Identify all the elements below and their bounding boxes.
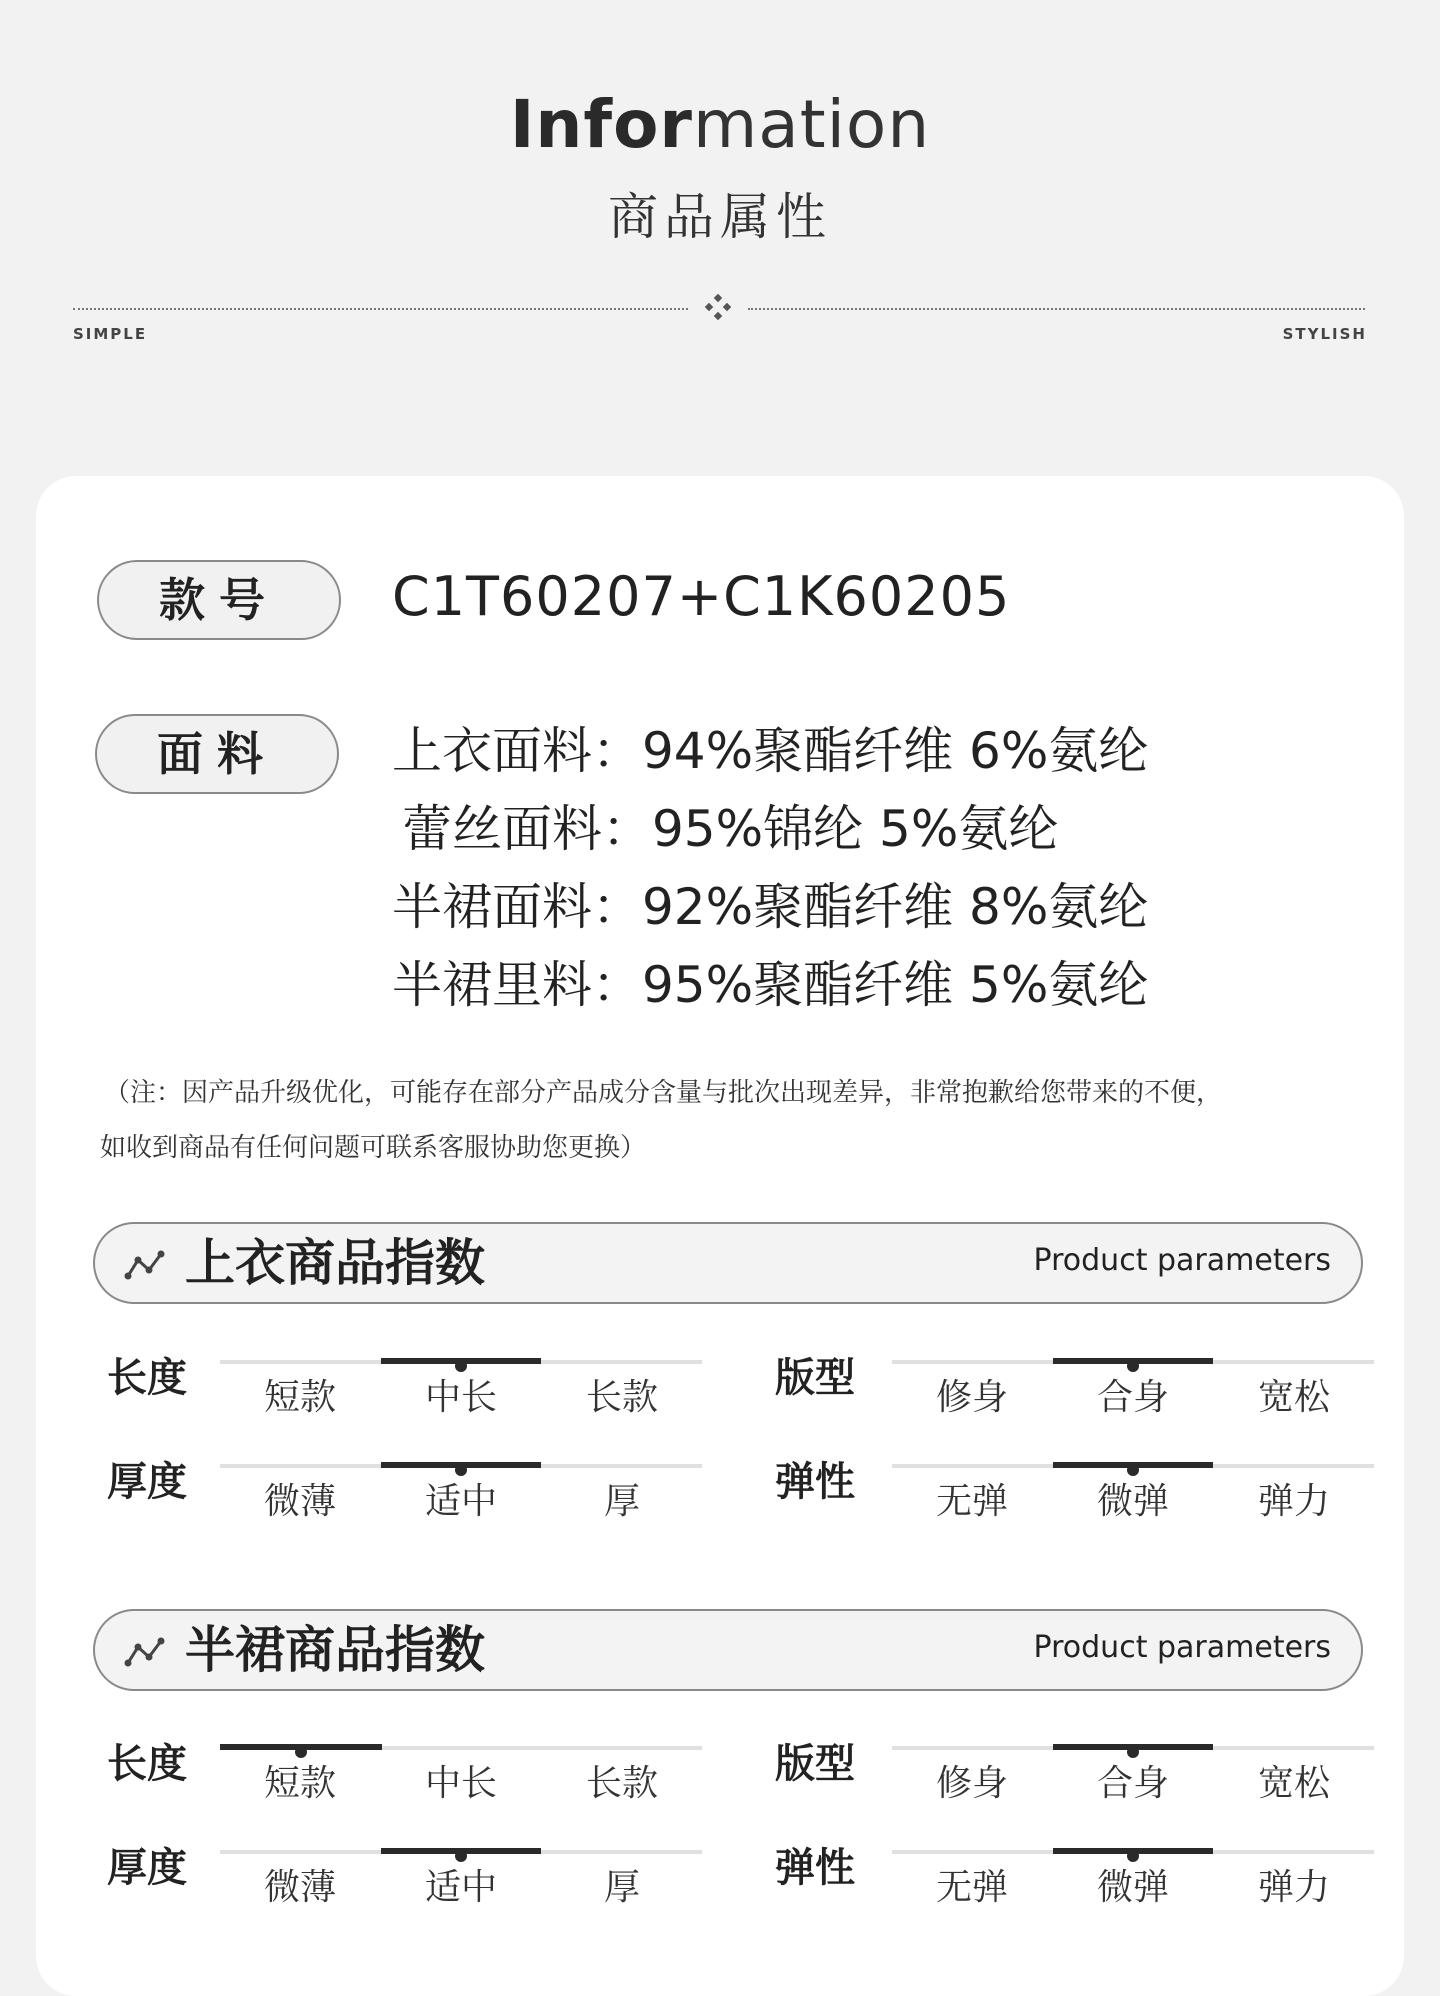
- param-option: 中长: [424, 1763, 497, 1804]
- param-label: 弹性: [775, 1845, 855, 1891]
- trend-line-icon: [123, 1248, 167, 1282]
- param-label: 版型: [775, 1355, 855, 1401]
- note-line: 如收到商品有任何问题可联系客服协助您更换）: [100, 1133, 647, 1163]
- param-option: 微弹: [1096, 1481, 1169, 1522]
- selected-indicator: [220, 1744, 382, 1750]
- param-option: 微薄: [263, 1481, 336, 1522]
- param-option: 宽松: [1257, 1763, 1330, 1804]
- param-option: 中长: [424, 1377, 497, 1418]
- param-option: 修身: [935, 1377, 1008, 1418]
- fabric-label: 面料: [95, 714, 339, 794]
- fabric-line: 蕾丝面料：95%锦纶 5%氨纶: [402, 800, 1059, 858]
- fabric-line: 上衣面料：94%聚酯纤维 6%氨纶: [392, 722, 1149, 780]
- page-subtitle: 商品属性: [608, 188, 832, 246]
- param-option: 微弹: [1096, 1867, 1169, 1908]
- four-diamond-ornament-icon: [704, 293, 732, 321]
- param-option: 适中: [424, 1481, 497, 1522]
- param-track: [220, 1850, 702, 1854]
- stylish-tag: STYLISH: [1282, 325, 1367, 343]
- dotted-divider-right: [748, 308, 1365, 310]
- param-track: [892, 1464, 1374, 1468]
- param-track: [220, 1464, 702, 1468]
- param-option: 厚: [603, 1481, 640, 1522]
- param-option: 修身: [935, 1763, 1008, 1804]
- style-number-label: 款号: [97, 560, 341, 640]
- param-option: 合身: [1096, 1377, 1169, 1418]
- title-bold-part: Infor: [509, 86, 693, 163]
- param-option: 无弹: [935, 1867, 1008, 1908]
- selected-indicator: [1053, 1848, 1213, 1854]
- param-track: [220, 1360, 702, 1364]
- param-track: [892, 1360, 1374, 1364]
- section-subtitle: Product parameters: [1033, 1243, 1331, 1278]
- fabric-line: 半裙里料：95%聚酯纤维 5%氨纶: [392, 956, 1149, 1014]
- param-option: 无弹: [935, 1481, 1008, 1522]
- page-title: [0, 86, 1440, 163]
- simple-tag: SIMPLE: [73, 325, 148, 343]
- param-label: 弹性: [775, 1459, 855, 1505]
- param-label: 厚度: [107, 1459, 187, 1505]
- param-option: 适中: [424, 1867, 497, 1908]
- note-line: （注：因产品升级优化，可能存在部分产品成分含量与批次出现差异，非常抱歉给您带来的不便，: [104, 1078, 1223, 1108]
- fabric-line: 半裙面料：92%聚酯纤维 8%氨纶: [392, 878, 1149, 936]
- selected-indicator: [381, 1358, 541, 1364]
- param-track: [892, 1850, 1374, 1854]
- section-title: 半裙商品指数: [185, 1621, 485, 1679]
- param-option: 短款: [263, 1763, 336, 1804]
- param-option: 宽松: [1257, 1377, 1330, 1418]
- selected-indicator: [1053, 1744, 1213, 1750]
- param-track: [220, 1746, 702, 1750]
- param-option: 微薄: [263, 1867, 336, 1908]
- param-option: 长款: [585, 1763, 658, 1804]
- section-subtitle: Product parameters: [1033, 1630, 1331, 1665]
- selected-indicator: [381, 1848, 541, 1854]
- selected-indicator: [381, 1462, 541, 1468]
- section-header-skirt: [93, 1609, 1363, 1691]
- selected-indicator: [1053, 1358, 1213, 1364]
- param-option: 长款: [585, 1377, 658, 1418]
- section-title: 上衣商品指数: [185, 1234, 485, 1292]
- param-track: [892, 1746, 1374, 1750]
- dotted-divider-left: [73, 308, 688, 310]
- trend-line-icon: [123, 1635, 167, 1669]
- param-option: 弹力: [1257, 1867, 1330, 1908]
- param-option: 短款: [263, 1377, 336, 1418]
- title-light-part: mation: [692, 86, 931, 163]
- param-label: 厚度: [107, 1845, 187, 1891]
- param-option: 厚: [603, 1867, 640, 1908]
- param-label: 长度: [107, 1741, 187, 1787]
- style-number-value: C1T60207+C1K60205: [392, 565, 1011, 628]
- section-header-top: [93, 1222, 1363, 1304]
- param-label: 长度: [107, 1355, 187, 1401]
- param-option: 弹力: [1257, 1481, 1330, 1522]
- selected-indicator: [1053, 1462, 1213, 1468]
- param-label: 版型: [775, 1741, 855, 1787]
- param-option: 合身: [1096, 1763, 1169, 1804]
